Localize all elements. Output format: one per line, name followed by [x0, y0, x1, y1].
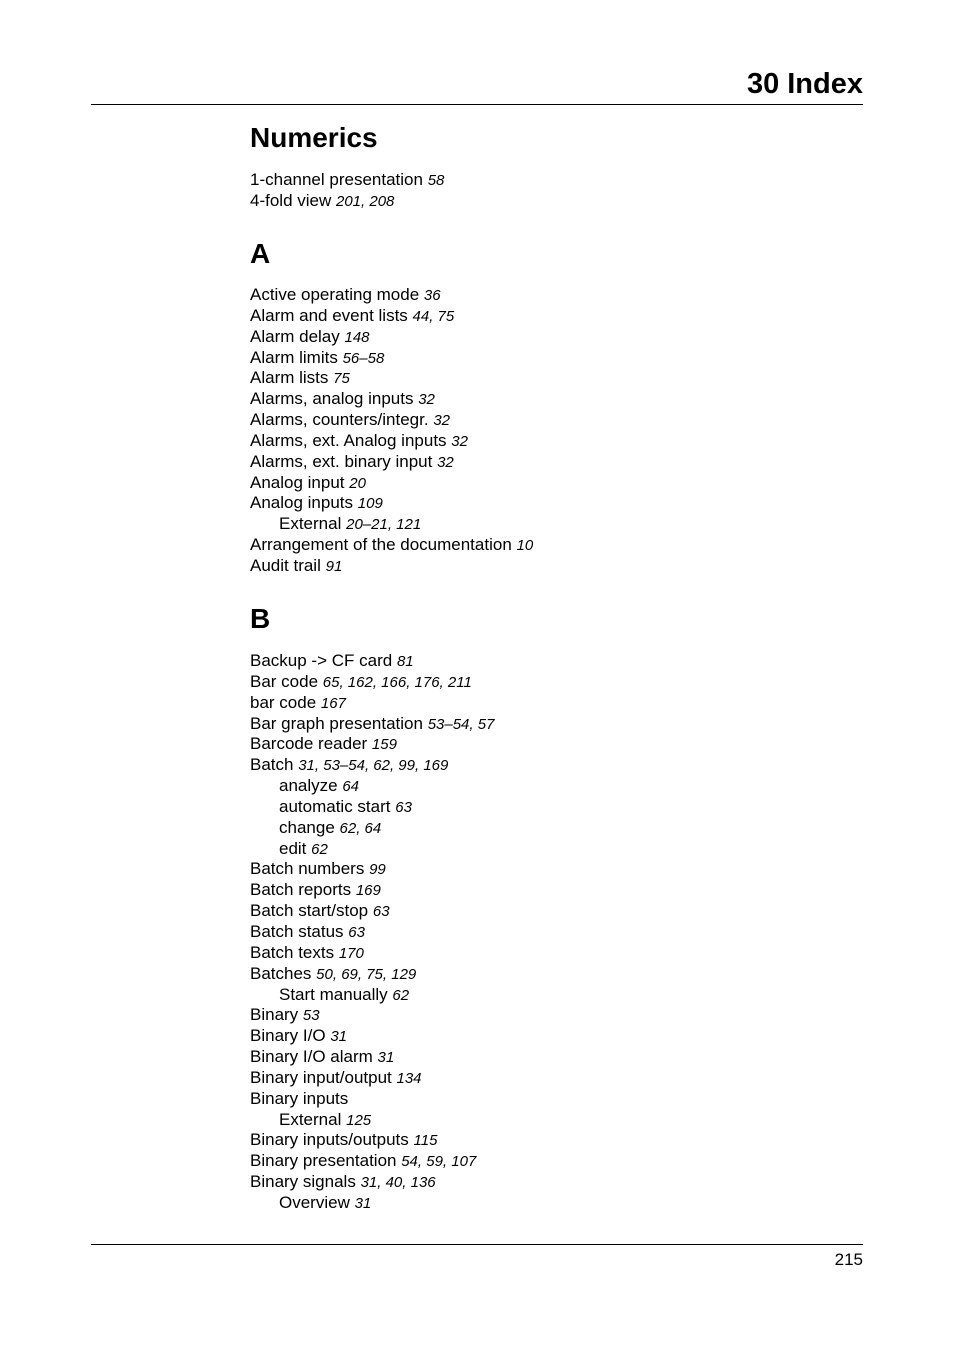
- index-term: Binary inputs/outputs: [250, 1130, 409, 1150]
- index-entry: [250, 1026, 810, 1047]
- index-term: External: [279, 514, 342, 534]
- index-page-refs: 54, 59, 107: [401, 1153, 477, 1171]
- index-page-refs: 62: [392, 986, 410, 1004]
- index-page-refs: 32: [437, 453, 454, 471]
- index-entries-a: [250, 285, 810, 577]
- index-page-refs: 62: [311, 840, 328, 858]
- index-entry: [250, 943, 810, 964]
- index-subentry: [250, 797, 810, 818]
- index-entry: [250, 368, 810, 389]
- index-term: Overview: [279, 1192, 350, 1212]
- index-page-refs: 115: [413, 1132, 438, 1150]
- index-page-refs: 10: [516, 537, 534, 555]
- index-term: Binary signals: [250, 1172, 356, 1192]
- index-page-refs: 81: [396, 653, 414, 670]
- index-page-refs: 31: [330, 1028, 348, 1046]
- index-term: Bar code: [250, 671, 319, 691]
- index-term: Alarm and event lists: [250, 305, 408, 325]
- index-entry: [250, 452, 810, 473]
- index-page-refs: 31, 40, 136: [360, 1174, 436, 1192]
- section-heading-a: A: [250, 238, 271, 269]
- index-term: change: [279, 817, 335, 837]
- index-term: Alarms, ext. Analog inputs: [250, 430, 447, 450]
- index-subentry: [250, 1193, 810, 1214]
- index-term: Alarm delay: [250, 326, 340, 346]
- index-page-refs: 20: [349, 474, 366, 492]
- index-entry: [250, 1130, 810, 1151]
- index-entry: [250, 348, 810, 369]
- index-entry: [250, 431, 810, 452]
- index-entry: [250, 493, 810, 514]
- index-term: Bar graph presentation: [250, 713, 423, 733]
- index-term: Batches: [250, 963, 312, 983]
- index-page-refs: 56–58: [342, 349, 385, 367]
- index-term: Backup -> CF card: [250, 651, 393, 670]
- index-term: Batch texts: [250, 942, 335, 962]
- index-page-refs: 91: [325, 557, 343, 575]
- index-entry: [250, 389, 810, 410]
- index-page-refs: 63: [348, 923, 365, 941]
- index-term: bar code: [250, 692, 317, 712]
- index-page-refs: 159: [371, 736, 397, 754]
- index-entry: [250, 859, 810, 880]
- index-term: Alarms, analog inputs: [250, 389, 414, 409]
- index-term: Alarms, ext. binary input: [250, 451, 433, 471]
- index-term: External: [279, 1109, 342, 1129]
- index-subentry: [250, 818, 810, 839]
- index-page-refs: 53: [302, 1007, 320, 1025]
- index-page-refs: 125: [346, 1111, 372, 1129]
- index-term: Analog input: [250, 472, 345, 492]
- index-page-refs: 64: [342, 778, 360, 796]
- index-term: Binary I/O: [250, 1026, 326, 1046]
- index-term: Arrangement of the documentation: [250, 535, 512, 555]
- index-page-refs: 31: [354, 1194, 372, 1212]
- page-number: 215: [834, 1250, 863, 1269]
- index-entry: [250, 410, 810, 431]
- index-entry: [250, 901, 810, 922]
- index-term: 4-fold view: [250, 190, 332, 210]
- index-page-refs: 53–54, 57: [427, 715, 495, 733]
- index-term: analyze: [279, 776, 338, 796]
- index-entry: [250, 1089, 810, 1110]
- index-term: Active operating mode: [250, 285, 420, 304]
- index-entry: [250, 556, 810, 577]
- index-term: Batch status: [250, 921, 344, 941]
- index-page-refs: 170: [338, 944, 364, 962]
- index-term: Batch: [250, 755, 294, 775]
- index-term: edit: [279, 838, 307, 858]
- index-subentry: [250, 776, 810, 797]
- index-page-refs: 32: [418, 391, 435, 409]
- index-term: Binary input/output: [250, 1067, 392, 1087]
- index-entry: [250, 285, 810, 306]
- index-term: Alarm limits: [250, 347, 338, 367]
- index-term: Binary: [250, 1005, 299, 1025]
- chapter-title: 30 Index: [746, 68, 863, 100]
- index-term: Batch numbers: [250, 859, 365, 879]
- index-term: Analog inputs: [250, 493, 354, 513]
- index-entry: [250, 473, 810, 494]
- index-entry: [250, 306, 810, 327]
- index-subentry: [250, 514, 810, 535]
- index-subentry: [250, 985, 810, 1006]
- index-page-refs: 167: [320, 694, 346, 712]
- index-page-refs: 134: [396, 1069, 422, 1087]
- index-page-refs: 62, 64: [339, 819, 382, 837]
- index-entry: [250, 191, 810, 212]
- index-entries-numerics: [250, 170, 810, 212]
- index-page-refs: 36: [423, 287, 441, 304]
- index-entry: [250, 1151, 810, 1172]
- index-subentry: [250, 1110, 810, 1131]
- index-page-refs: 20–21, 121: [346, 516, 422, 534]
- index-term: Batch start/stop: [250, 901, 369, 921]
- index-entry: [250, 693, 810, 714]
- index-page-refs: 31: [377, 1049, 395, 1067]
- index-term: Alarm lists: [250, 368, 329, 388]
- index-entry: [250, 1047, 810, 1068]
- index-page-refs: 58: [427, 172, 445, 189]
- footer-rule: [91, 1244, 863, 1245]
- index-term: Binary I/O alarm: [250, 1047, 373, 1067]
- index-term: Start manually: [279, 984, 388, 1004]
- index-entry: [250, 964, 810, 985]
- index-page-refs: 44, 75: [412, 307, 455, 325]
- index-entry: [250, 1005, 810, 1026]
- index-term: Barcode reader: [250, 734, 368, 754]
- index-page-refs: 148: [344, 328, 370, 346]
- index-entry: [250, 922, 810, 943]
- index-entry: [250, 672, 810, 693]
- section-heading-numerics: Numerics: [250, 122, 378, 153]
- section-heading-b: B: [250, 603, 271, 634]
- index-page-refs: 169: [355, 882, 381, 900]
- index-entry: [250, 651, 810, 672]
- index-term: Binary presentation: [250, 1151, 397, 1171]
- index-page-refs: 75: [333, 370, 350, 388]
- index-page-refs: 32: [433, 412, 450, 430]
- index-page-refs: 201, 208: [336, 192, 395, 210]
- index-page-refs: 50, 69, 75, 129: [316, 965, 417, 983]
- index-page-refs: 109: [357, 495, 383, 513]
- index-entry: [250, 734, 810, 755]
- index-term: Alarms, counters/integr.: [250, 410, 429, 430]
- index-page-refs: 63: [372, 903, 390, 921]
- header-rule: [91, 104, 863, 105]
- index-entries-b: [250, 651, 810, 1214]
- index-entry: [250, 1172, 810, 1193]
- index-entry: [250, 327, 810, 348]
- index-page-refs: 31, 53–54, 62, 99, 169: [298, 757, 449, 775]
- index-term: Audit trail: [250, 555, 321, 575]
- index-page-refs: 65, 162, 166, 176, 211: [322, 673, 472, 691]
- index-subentry: [250, 839, 810, 860]
- index-term: 1-channel presentation: [250, 170, 423, 189]
- index-entry: [250, 880, 810, 901]
- index-entry: [250, 755, 810, 776]
- index-term: Batch reports: [250, 880, 352, 900]
- index-term: automatic start: [279, 796, 391, 816]
- index-term: Binary inputs: [250, 1088, 349, 1108]
- index-entry: [250, 714, 810, 735]
- index-entry: [250, 1068, 810, 1089]
- index-entry: [250, 170, 810, 191]
- index-entry: [250, 535, 810, 556]
- index-page-refs: 99: [369, 861, 386, 879]
- index-page-refs: 32: [451, 432, 468, 450]
- index-page-refs: 63: [395, 798, 412, 816]
